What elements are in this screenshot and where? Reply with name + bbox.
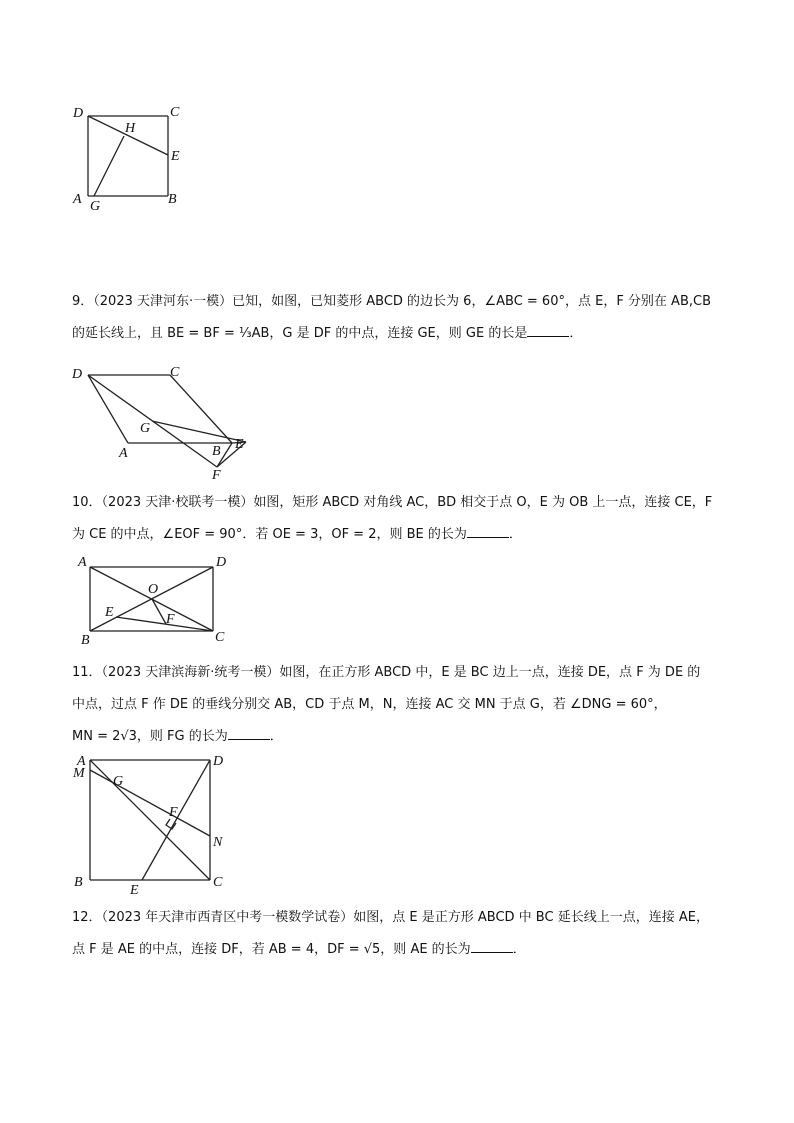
label-c: C: [170, 365, 180, 380]
label-b: B: [168, 192, 177, 207]
label-c: C: [213, 875, 223, 890]
label-c: C: [215, 630, 225, 645]
label-g: G: [140, 421, 151, 436]
label-b: B: [81, 633, 90, 648]
label-d: D: [216, 555, 227, 570]
problem-12-line-2: 点 F 是 AE 的中点，连接 DF，若 AB = 4，DF = √5，则 AE 的长为: [72, 942, 471, 957]
label-a: A: [77, 754, 86, 769]
label-b: B: [212, 444, 221, 459]
problem-11-line-2: 中点，过点 F 作 DE 的垂线分别交 AB，CD 于点 M，N，连接 AC 交 MN 于点 G，若 ∠DNG = 60°，: [72, 697, 667, 712]
figure-square-mn: [68, 752, 238, 897]
label-d: D: [213, 754, 224, 769]
figure-rectangle: [70, 552, 250, 647]
problem-12-line-1: 12．（2023 年天津市西青区中考一模数学试卷）如图，点 E 是正方形 ABCD 中 BC 延长线上一点，连接 AE，: [72, 910, 709, 925]
problem-10-line-2: 为 CE 的中点，∠EOF = 90°．若 OE = 3，OF = 2，则 BE 的长为: [72, 527, 467, 542]
label-h: H: [125, 121, 136, 136]
label-d: D: [73, 106, 84, 121]
label-a: A: [78, 555, 87, 570]
label-g: G: [113, 774, 124, 789]
label-e: E: [105, 605, 114, 620]
label-d: D: [72, 367, 83, 382]
label-g: G: [90, 199, 101, 214]
label-f: F: [166, 612, 175, 627]
answer-blank-10[interactable]: [467, 525, 509, 538]
answer-blank-11[interactable]: [228, 727, 270, 740]
problem-11-line-1: 11．（2023 天津滨海新·统考一模）如图，在正方形 ABCD 中，E 是 BC 边上一点，连接 DE，点 F 为 DE 的: [72, 665, 701, 680]
label-f: F: [212, 468, 221, 483]
problem-9: 9．（2023 天津河东·一模）已知，如图，已知菱形 ABCD 的边长为 6，∠ABC = 60°，点 E，F 分别在 AB,CB 的延长线上，且 BE = BF = ⅓AB，G 是 DF 的中点，连接 GE，则 GE 的长是 ．: [72, 286, 732, 350]
figure-rhombus: [60, 360, 260, 485]
problem-10: 10．（2023 天津·校联考一模）如图，矩形 ABCD 对角线 AC，BD 相交于点 O，E 为 OB 上一点，连接 CE，F 为 CE 的中点，∠EOF = 90°．若 OE = 3，OF = 2，则 BE 的长为 ．: [72, 487, 732, 551]
problem-9-line-2: 的延长线上，且 BE = BF = ⅓AB，G 是 DF 的中点，连接 GE，则 GE 的长是: [72, 326, 528, 341]
label-e: E: [235, 437, 244, 452]
label-a: A: [73, 192, 82, 207]
label-f: F: [169, 805, 178, 820]
problem-9-line-1: 9．（2023 天津河东·一模）已知，如图，已知菱形 ABCD 的边长为 6，∠ABC = 60°，点 E，F 分别在 AB,CB: [72, 294, 711, 309]
label-n: N: [213, 835, 223, 850]
problem-11-line-3: MN = 2√3，则 FG 的长为: [72, 729, 228, 744]
problem-10-line-1: 10．（2023 天津·校联考一模）如图，矩形 ABCD 对角线 AC，BD 相交于点 O，E 为 OB 上一点，连接 CE，F: [72, 495, 713, 510]
label-e: E: [171, 149, 180, 164]
answer-blank-12[interactable]: [471, 940, 513, 953]
label-a: A: [119, 446, 128, 461]
label-o: O: [148, 582, 159, 597]
label-m: M: [73, 766, 85, 781]
problem-11: 11．（2023 天津滨海新·统考一模）如图，在正方形 ABCD 中，E 是 BC 边上一点，连接 DE，点 F 为 DE 的 中点，过点 F 作 DE 的垂线分别交 AB，CD 于点 M，N，连接 AC 交 MN 于点 G，若 ∠DNG = 60°， MN = 2√3，则 FG 的长为 ．: [72, 657, 732, 753]
label-e: E: [130, 883, 139, 898]
figure-square-dhe: [60, 96, 200, 216]
answer-blank-9[interactable]: [527, 324, 569, 337]
problem-12: 12．（2023 年天津市西青区中考一模数学试卷）如图，点 E 是正方形 ABCD 中 BC 延长线上一点，连接 AE， 点 F 是 AE 的中点，连接 DF，若 AB = 4，DF = √5，则 AE 的长为 ．: [72, 902, 732, 966]
label-c: C: [170, 105, 180, 120]
label-b: B: [74, 875, 83, 890]
